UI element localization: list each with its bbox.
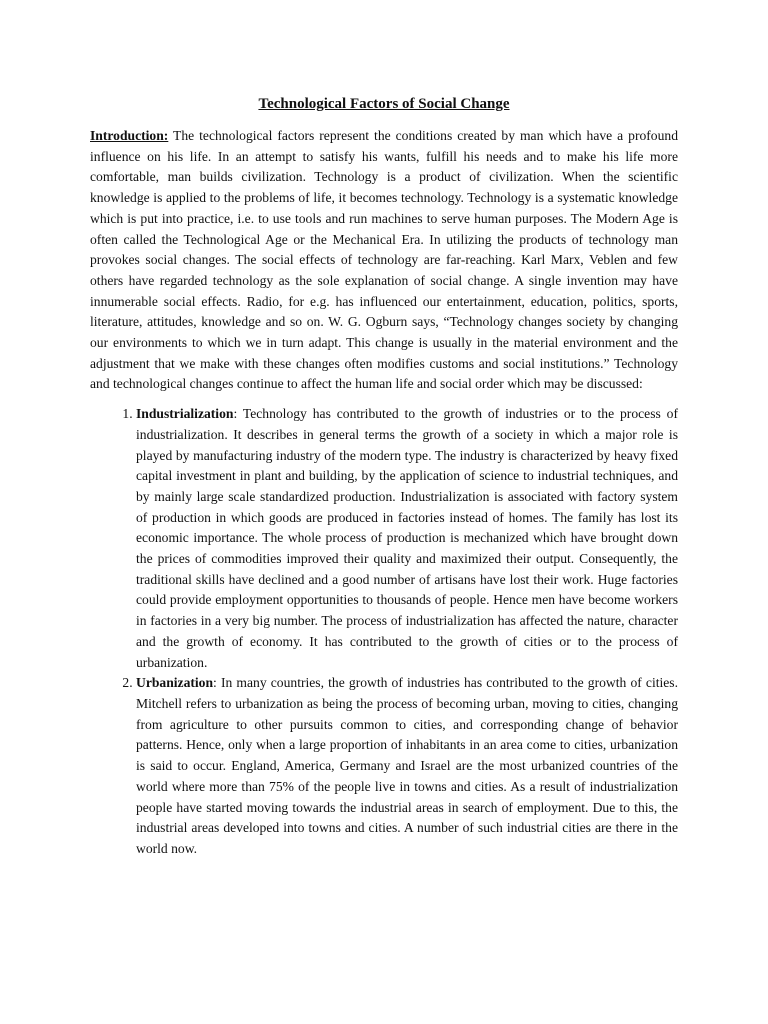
- introduction-text: The technological factors represent the conditions created by man which have a profound influence on his life. In an attempt to satisfy his wants, fulfill his needs and to make his life more comfortable, man builds civilization. Technology is a product of civilization. When the scientific knowledge is applied to the problems of life, it becomes technology. Technology is a systematic knowledge which is put into practice, i.e. to use tools and run machines to serve human purposes. The Modern Age is often called the Technological Age or the Mechanical Era. In utilizing the products of technology man provokes social changes. The social effects of technology are far-reaching. Karl Marx, Veblen and few others have regarded technology as the sole explanation of social change. A single invention may have innumerable social effects. Radio, for e.g. has influenced our entertainment, education, politics, sports, literature, attitudes, knowledge and so on. W. G. Ogburn says, “Technology changes society by changing our environments to which we in turn adapt. This change is usually in the material environment and the adjustment that we make with these changes often modifies customs and social institutions.” Technology and technological changes continue to affect the human life and social order which may be discussed:: [90, 128, 678, 392]
- list-item-heading: Urbanization: [136, 675, 214, 691]
- list-item-text: : Technology has contributed to the growth of industries or to the process of industrialization. It describes in general terms the growth of a society in which a major role is played by manufacturing industry of the modern type. The industry is characterized by heavy fixed capital investment in plant and building, by the application of science to industrial techniques, and by mainly large scale standardized production. Industrialization is associated with factory system of production in which goods are produced in factories instead of homes. The family has lost its economic importance. The whole process of production is mechanized which have brought down the prices of commodities improved their quality and maximized their output. Consequently, the traditional skills have declined and a good number of artisans have lost their work. Huge factories could provide employment opportunities to thousands of people. Hence men have become workers in factories in a very big number. The process of industrialization has affected the nature, character and the growth of economy. It has contributed to the growth of cities or to the process of urbanization.: [136, 406, 678, 670]
- list-item-industrialization: [136, 404, 678, 673]
- factor-list: [90, 404, 678, 859]
- list-item-text: : In many countries, the growth of industries has contributed to the growth of cities. Mitchell refers to urbanization as being the process of becoming urban, moving to cities, changing from agriculture to other pursuits common to cities, and corresponding change of behavior patterns. Hence, only when a large proportion of inhabitants in an area come to cities, urbanization is said to occur. England, America, Germany and Israel are the most urbanized countries of the world where more than 75% of the people live in towns and cities. As a result of industrialization people have started moving towards the industrial areas in search of employment. Due to this, the industrial areas developed into towns and cities. A number of such industrial cities are there in the world now.: [136, 675, 678, 856]
- list-item-urbanization: [136, 673, 678, 859]
- document-page: [90, 92, 678, 860]
- list-item-heading: Industrialization: [136, 406, 234, 422]
- introduction-paragraph: [90, 126, 678, 395]
- introduction-label: Introduction:: [90, 128, 169, 143]
- document-title: Technological Factors of Social Change: [258, 96, 510, 112]
